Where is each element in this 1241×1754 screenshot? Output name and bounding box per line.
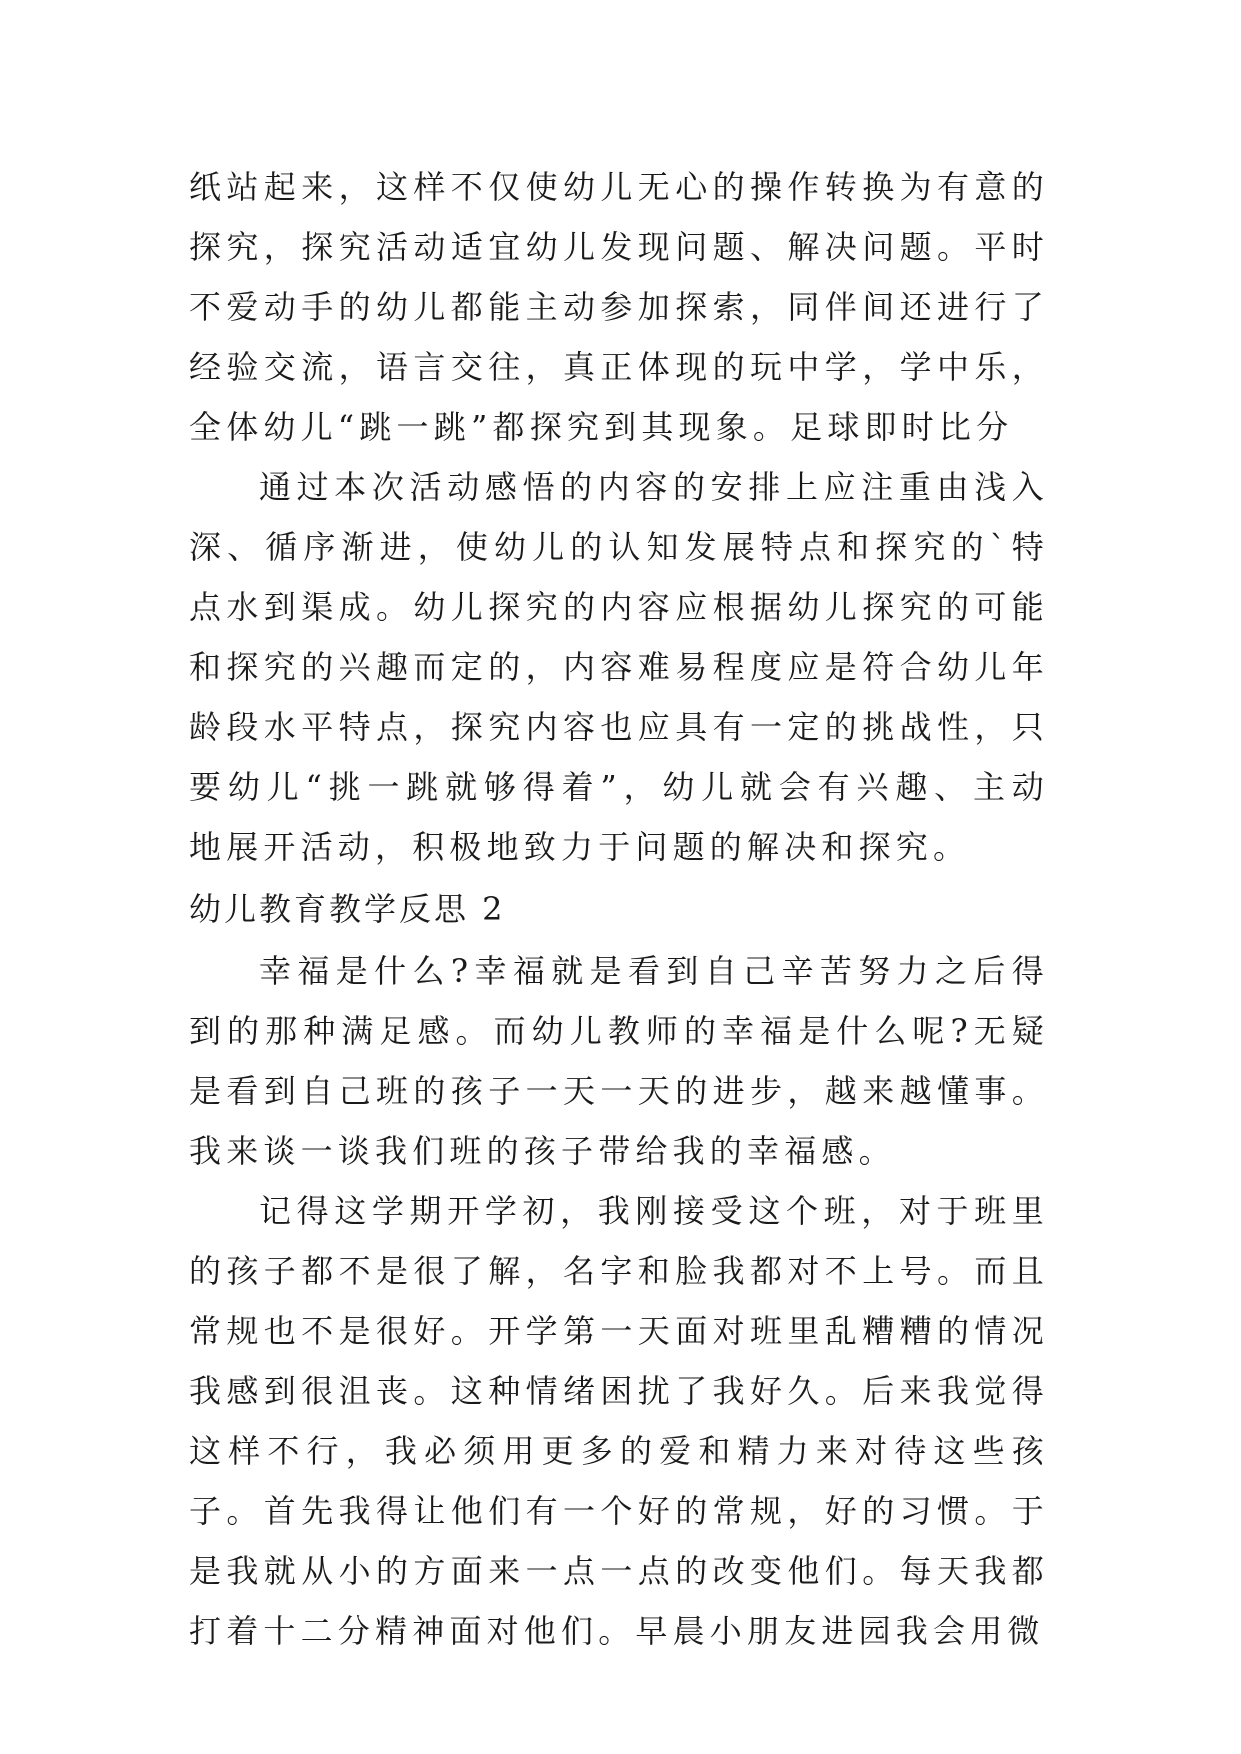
document-body — [189, 157, 1049, 1661]
paragraph-activity-reflection: 通过本次活动感悟的内容的安排上应注重由浅入深、循序渐进，使幼儿的认知发展特点和探究的`特点水到渠成。幼儿探究的内容应根据幼儿探究的可能和探究的兴趣而定的，内容难易程度应是符合幼儿年龄段水平特点，探究内容也应具有一定的挑战性，只要幼儿“挑一跳就够得着”，幼儿就会有兴趣、主动地展开活动，积极地致力于问题的解决和探究。 — [189, 468, 1049, 866]
paragraph-happiness: 幸福是什么?幸福就是看到自己辛苦努力之后得到的那种满足感。而幼儿教师的幸福是什么呢?无疑是看到自己班的孩子一天一天的进步，越来越懂事。我来谈一谈我们班的孩子带给我的幸福感。 — [189, 952, 1049, 1170]
paragraph-semester-start: 记得这学期开学初，我刚接受这个班，对于班里的孩子都不是很了解，名字和脸我都对不上号。而且常规也不是很好。开学第一天面对班里乱糟糟的情况我感到很沮丧。这种情绪困扰了我好久。后来我觉得这样不行，我必须用更多的爱和精力来对待这些孩子。首先我得让他们有一个好的常规，好的习惯。于是我就从小的方面来一点一点的改变他们。每天我都打着十二分精神面对他们。早晨小朋友进园我会用微 — [189, 1192, 1049, 1650]
paragraph-activity-summary: 纸站起来，这样不仅使幼儿无心的操作转换为有意的探究，探究活动适宜幼儿发现问题、解决问题。平时不爱动手的幼儿都能主动参加探索，同伴间还进行了经验交流，语言交往，真正体现的玩中学，学中乐，全体幼儿“跳一跳”都探究到其现象。足球即时比分 — [189, 168, 1049, 446]
section-heading: 幼儿教育教学反思 2 — [189, 890, 506, 928]
